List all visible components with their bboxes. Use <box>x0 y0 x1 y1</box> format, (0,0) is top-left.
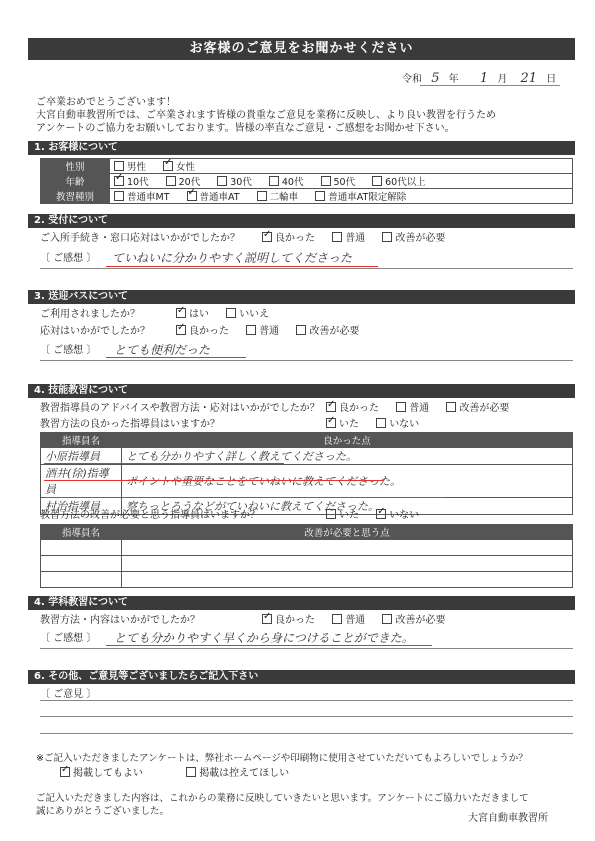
reception-options: ✓ 良かった 普通 改善が必要 <box>262 232 459 245</box>
checkbox-bus-good[interactable] <box>176 325 186 335</box>
consent-question: ※ご記入いただきましたアンケートは、弊社ホームページや印刷物に使用させていただいてもよろしいでしょうか？ <box>36 753 528 764</box>
checkbox-bus-normal[interactable] <box>246 325 256 335</box>
age-label: 年齢 <box>41 174 110 189</box>
bus-comment[interactable]: とても便利だった <box>114 343 211 357</box>
checkbox-good-instructor-yes[interactable] <box>326 418 336 428</box>
bus-question-2: 応対はいかがでしたか？ <box>40 326 150 337</box>
checkbox-skill-improve[interactable] <box>446 402 456 412</box>
checkbox-male[interactable] <box>114 161 124 171</box>
section-6-heading: 6. その他、ご意見等ございましたらご記入下さい <box>28 670 575 684</box>
good-header-point: 良かった点 <box>122 433 573 448</box>
reception-question: ご入所手続き・窓口応対はいかがでしたか？ <box>40 233 240 244</box>
section-2-heading: 2. 受付について <box>28 214 575 228</box>
other-comment-label: 〔 ご意見 〕 <box>40 689 97 700</box>
reception-comment[interactable]: ていねいに分かりやすく説明してくださった <box>112 251 353 265</box>
skill-question-2: 教習方法の良かった指導員はいますか？ <box>40 419 220 430</box>
bad-header-name: 指導員名 <box>41 525 122 540</box>
bus-options-2: ✓ 良かった 普通 改善が必要 <box>176 325 373 338</box>
checkbox-reception-good[interactable] <box>262 232 272 242</box>
skill-question-3: 教習方法の改善が必要と思う指導員はいますか？ <box>40 510 260 521</box>
checkbox-age-50[interactable] <box>321 176 331 186</box>
skill-options-2: ✓ いた いない <box>326 418 433 431</box>
checkbox-female[interactable] <box>163 161 173 171</box>
page-title: お客様のご意見をお聞かせください <box>28 38 575 60</box>
intro: ご卒業おめでとうございます！ 大宮自動車教習所では、ご卒業されます皆様の貴重なご意見を業務に反映し、より良い教習を行うため アンケートのご協力をお願いしております。皆様の率直なご意見・ご感想をお聞かせ下さい。 <box>36 97 496 134</box>
table-row: 小原指導員 とても分かりやすく詳しく教えてくださった。 <box>41 448 573 465</box>
checkbox-mt[interactable] <box>114 191 124 201</box>
checkbox-bike[interactable] <box>257 191 267 201</box>
table-row <box>41 556 573 572</box>
section-1-heading: 1. お客様について <box>28 141 575 155</box>
table-row <box>41 540 573 556</box>
consent-options: ✓掲載してもよい 掲載は控えてほしい <box>60 767 303 780</box>
section-5-heading: 4. 学科教習について <box>28 596 575 610</box>
gender-label: 性別 <box>41 159 110 174</box>
closing: ご記入いただきました内容は、これからの業務に反映していきたいと思います。アンケートにご協力いただきまして 誠にありがとうございました。 <box>36 793 529 817</box>
checkbox-age-10[interactable] <box>114 176 124 186</box>
table-row <box>41 572 573 588</box>
section-3-heading: 3. 送迎バスについて <box>28 290 575 304</box>
course-label: 教習種別 <box>41 189 110 204</box>
bus-question-1: ご利用されましたか？ <box>40 309 140 320</box>
bad-instructor-table <box>40 524 573 588</box>
bus-options-1: ✓ はい いいえ <box>176 308 283 321</box>
checkbox-reception-normal[interactable] <box>332 232 342 242</box>
table-row: 村治指導員 察ちっとろうなどがていねいに教えてくださった。 <box>41 498 573 515</box>
bus-comment-label: 〔 ご感想 〕 <box>40 345 97 356</box>
customer-table <box>40 158 573 204</box>
checkbox-bad-instructor-no[interactable] <box>376 509 386 519</box>
checkbox-age-30[interactable] <box>217 176 227 186</box>
checkbox-skill-good[interactable] <box>326 402 336 412</box>
course-options: 普通車MT ✓ 普通車AT 二輪車 普通車AT限定解除 <box>110 189 573 204</box>
checkbox-bad-instructor-yes[interactable] <box>326 509 336 519</box>
gender-options: 男性 ✓ 女性 <box>110 159 573 174</box>
skill-question-1: 教習指導員のアドバイスや教習方法・応対はいかがでしたか？ <box>40 403 320 414</box>
checkbox-at-limit[interactable] <box>315 191 325 201</box>
checkbox-reception-improve[interactable] <box>382 232 392 242</box>
lecture-question: 教習方法・内容はいかがでしたか？ <box>40 615 200 626</box>
checkbox-age-20[interactable] <box>166 176 176 186</box>
age-options: ✓ 10代 20代 30代 40代 50代 60代以上 <box>110 174 573 189</box>
checkbox-lecture-normal[interactable] <box>332 614 342 624</box>
bad-header-point: 改善が必要と思う点 <box>122 525 573 540</box>
checkbox-age-60[interactable] <box>372 176 382 186</box>
date: 令和 5 年 1 月 21 日 <box>402 71 557 86</box>
checkbox-age-40[interactable] <box>269 176 279 186</box>
good-header-name: 指導員名 <box>41 433 122 448</box>
reception-comment-label: 〔 ご感想 〕 <box>40 253 97 264</box>
checkbox-bus-improve[interactable] <box>296 325 306 335</box>
footer-school-name: 大宮自動車教習所 <box>468 813 548 824</box>
checkbox-consent-no[interactable] <box>186 767 196 777</box>
lecture-comment-label: 〔 ご感想 〕 <box>40 633 97 644</box>
skill-options-3: いた ✓ いない <box>326 509 433 522</box>
checkbox-lecture-good[interactable] <box>262 614 272 624</box>
good-instructor-table <box>40 432 573 515</box>
lecture-comment[interactable]: とても分かりやすく早くから身につけることができた。 <box>114 631 414 645</box>
section-4-heading: 4. 技能教習について <box>28 384 575 398</box>
checkbox-lecture-improve[interactable] <box>382 614 392 624</box>
checkbox-consent-yes[interactable] <box>60 767 70 777</box>
table-row: 酒井(徐)指導員 ポイントや重要なことをていねいに教えてくださった。 <box>41 465 573 498</box>
checkbox-good-instructor-no[interactable] <box>376 418 386 428</box>
skill-options-1: ✓ 良かった 普通 改善が必要 <box>326 402 523 415</box>
checkbox-skill-normal[interactable] <box>396 402 406 412</box>
checkbox-at[interactable] <box>187 191 197 201</box>
checkbox-bus-yes[interactable] <box>176 308 186 318</box>
lecture-options: ✓ 良かった 普通 改善が必要 <box>262 614 459 627</box>
checkbox-bus-no[interactable] <box>226 308 236 318</box>
